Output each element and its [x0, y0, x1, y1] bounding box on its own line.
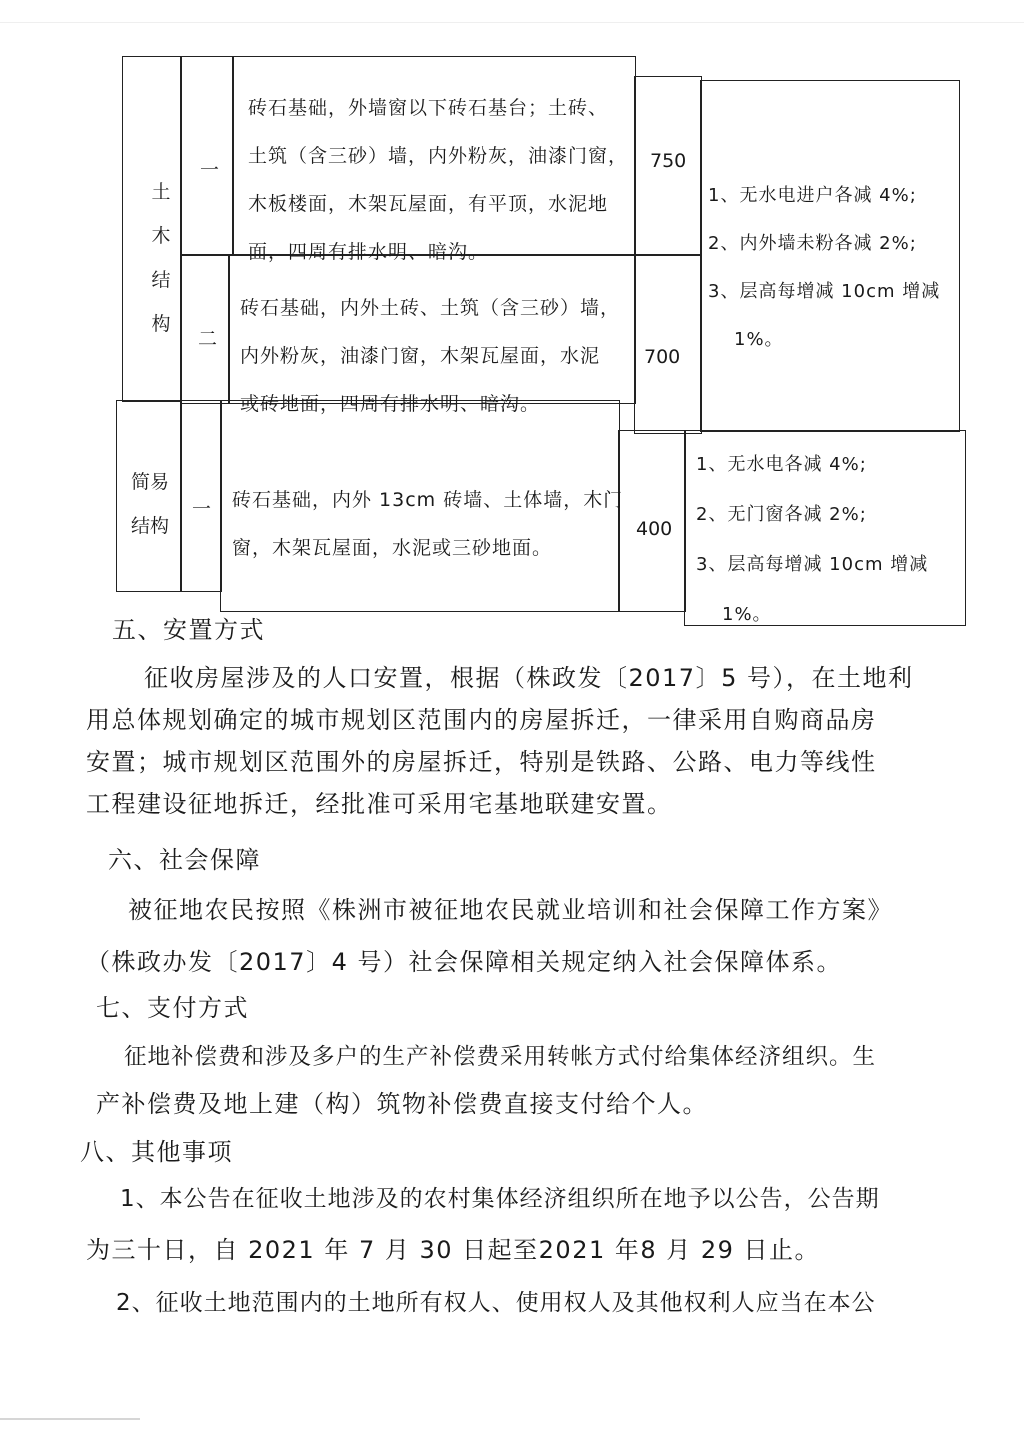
- section-5-line-3: 安置；城市规划区范围外的房屋拆迁，特别是铁路、公路、电力等线性: [86, 748, 877, 776]
- category-label-earth: 土 木 结 构: [151, 181, 171, 335]
- section-8-line-2: 为三十日，自 2021 年 7 月 30 日起至2021 年8 月 29 日止。: [86, 1236, 821, 1264]
- section-6-line-2: （株政办发〔2017〕4 号）社会保障相关规定纳入社会保障体系。: [86, 948, 842, 976]
- scan-edge-mark: [0, 1418, 140, 1420]
- section-6-heading: 六、社会保障: [108, 846, 261, 874]
- description-2: 砖石基础，内外土砖、土筑（含三砂）墙， 内外粉灰，油漆门窗，木架瓦屋面，水泥 或砖地面，四周有排水明、暗沟。: [240, 297, 621, 415]
- section-8-heading: 八、其他事项: [80, 1138, 233, 1166]
- price-3: 400: [636, 518, 673, 540]
- grade-label-1: 一: [200, 159, 220, 181]
- section-6-line-1: 被征地农民按照《株洲市被征地农民就业培训和社会保障工作方案》: [128, 896, 893, 924]
- section-8-line-1: 1、本公告在征收土地涉及的农村集体经济组织所在地予以公告，公告期: [120, 1186, 880, 1212]
- section-7-line-2: 产补偿费及地上建（构）筑物补偿费直接支付给个人。: [96, 1090, 708, 1118]
- table-cell-price-2: [634, 254, 702, 434]
- section-7-heading: 七、支付方式: [96, 994, 249, 1022]
- section-7-line-1: 征地补偿费和涉及多户的生产补偿费采用转帐方式付给集体经济组织。生: [124, 1044, 877, 1070]
- section-5-line-4: 工程建设征地拆迁，经批准可采用宅基地联建安置。: [86, 790, 673, 818]
- grade-label-3: 一: [192, 498, 212, 520]
- category-label-simple: 简易 结构: [130, 471, 169, 537]
- section-8-line-3: 2、征收土地范围内的土地所有权人、使用权人及其他权利人应当在本公: [116, 1290, 876, 1316]
- section-5-line-1: 征收房屋涉及的人口安置，根据（株政发〔2017〕5 号），在土地利: [144, 664, 914, 692]
- section-5-line-2: 用总体规划确定的城市规划区范围内的房屋拆迁，一律采用自购商品房: [86, 706, 877, 734]
- price-1: 750: [650, 150, 687, 172]
- description-3: 砖石基础，内外 13cm 砖墙、土体墙，木门 窗，木架瓦屋面，水泥或三砂地面。: [232, 489, 624, 559]
- notes-earth: 1、无水电进户各减 4%; 2、内外墙未粉各减 2%; 3、层高每增减 10cm 增减 1%。: [708, 185, 941, 350]
- description-1: 砖石基础，外墙窗以下砖石基台；土砖、 土筑（含三砂）墙，内外粉灰，油漆门窗， 木板楼面，木架瓦屋面，有平顶，水泥地 面，四周有排水明、暗沟。: [248, 97, 629, 263]
- grade-label-2: 二: [198, 328, 218, 350]
- scan-edge-line: [0, 22, 1024, 23]
- section-5-heading: 五、安置方式: [112, 616, 265, 644]
- notes-simple: 1、无水电各减 4%; 2、无门窗各减 2%; 3、层高每增减 10cm 增减 1%。: [696, 454, 929, 625]
- price-2: 700: [644, 346, 681, 368]
